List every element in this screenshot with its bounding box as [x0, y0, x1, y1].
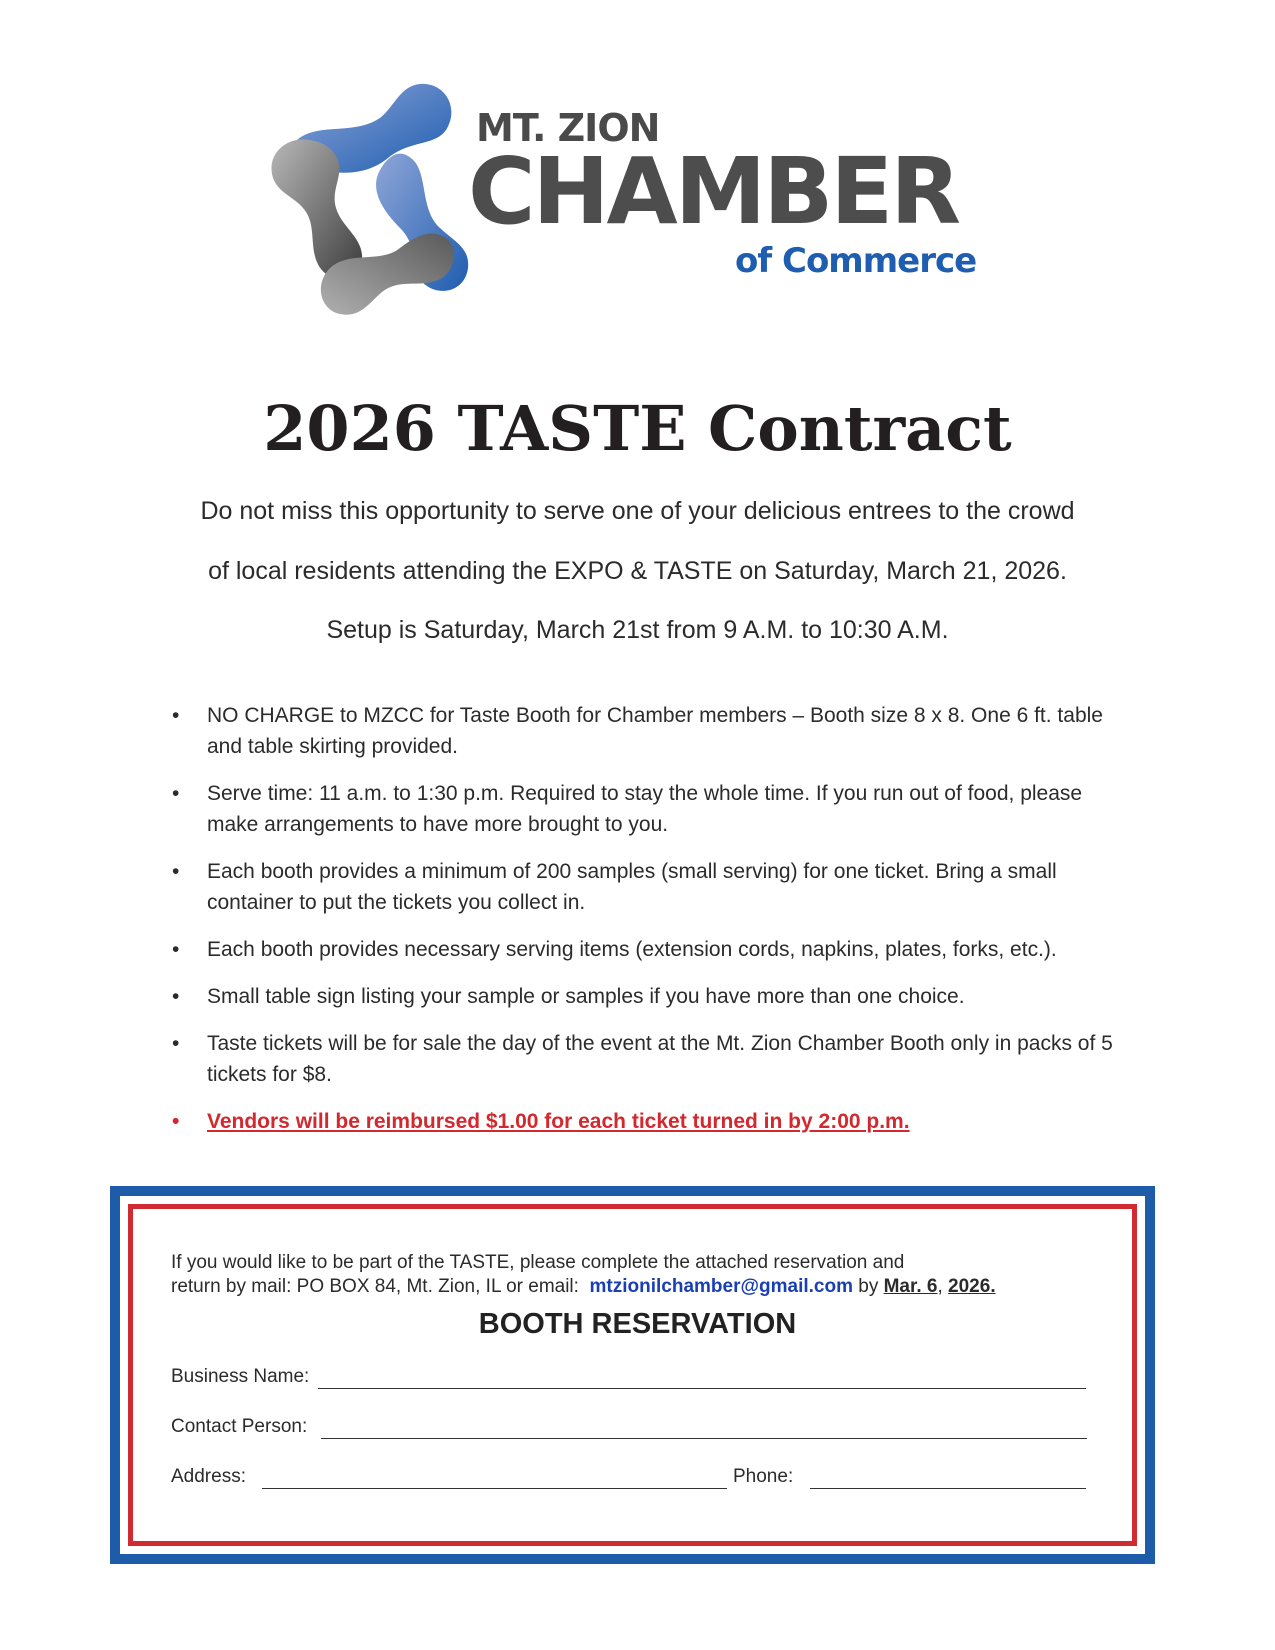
instructions-line-2: return by mail: PO BOX 84, Mt. Zion, IL or email: mtzionilchamber@gmail.com by Mar. 6, 2026.: [171, 1276, 996, 1297]
bullet-icon: •: [172, 704, 180, 727]
logo-chamber-text: CHAMBER: [468, 138, 959, 245]
list-item: [170, 700, 1130, 762]
intro-line-2: of local residents attending the EXPO & TASTE on Saturday, March 21, 2026.: [208, 557, 1067, 585]
chamber-logo: [270, 78, 1010, 318]
instructions-line-1: If you would like to be part of the TASTE, please complete the attached reservation and: [171, 1252, 905, 1273]
bullet-icon: •: [172, 938, 180, 961]
phone-label: Phone:: [733, 1466, 794, 1487]
list-item-text: Small table sign listing your sample or samples if you have more than one choice.: [207, 985, 965, 1008]
address-label: Address:: [171, 1466, 246, 1487]
list-item-text: NO CHARGE to MZCC for Taste Booth for Chamber members – Booth size 8 x 8. One 6 ft. table and table skirting provided.: [207, 704, 1103, 758]
contact-person-label: Contact Person:: [171, 1416, 308, 1437]
by-text: by: [858, 1276, 879, 1297]
phone-field[interactable]: [810, 1488, 1086, 1489]
list-item-text: Each booth provides necessary serving items (extension cords, napkins, plates, forks, etc.).: [207, 938, 1057, 961]
list-item-text: Each booth provides a minimum of 200 samples (small serving) for one ticket. Bring a small container to put the tickets you collect in.: [207, 860, 1057, 914]
list-item-text: Taste tickets will be for sale the day of the event at the Mt. Zion Chamber Booth only in packs of 5 tickets for $8.: [207, 1032, 1113, 1086]
list-item: [170, 856, 1130, 918]
bullet-icon: •: [172, 782, 180, 805]
reimbursement-notice: [170, 1106, 1130, 1137]
email-link[interactable]: mtzionilchamber@gmail.com: [589, 1276, 853, 1297]
list-item: [170, 778, 1130, 840]
business-name-field[interactable]: [318, 1388, 1086, 1389]
contact-person-field[interactable]: [321, 1438, 1087, 1439]
mail-address-text: return by mail: PO BOX 84, Mt. Zion, IL or email:: [171, 1276, 579, 1297]
logo-mt-zion-text: MT. ZION: [476, 106, 660, 150]
list-item: [170, 934, 1130, 965]
intro-line-3: Setup is Saturday, March 21st from 9 A.M. to 10:30 A.M.: [326, 616, 949, 644]
chain-links-icon: [270, 78, 470, 318]
list-item-text: Vendors will be reimbursed $1.00 for each ticket turned in by 2:00 p.m.: [207, 1110, 910, 1133]
intro-line-1: Do not miss this opportunity to serve one of your delicious entrees to the crowd: [200, 497, 1075, 525]
deadline-year: 2026.: [948, 1276, 996, 1297]
deadline-date: Mar. 6: [883, 1276, 938, 1297]
bullet-icon: •: [172, 1032, 180, 1055]
booth-reservation-heading: BOOTH RESERVATION: [478, 1308, 797, 1340]
business-name-label: Business Name:: [171, 1366, 310, 1387]
bullet-icon: •: [172, 985, 180, 1008]
address-field[interactable]: [262, 1488, 727, 1489]
bullet-icon: •: [172, 1110, 180, 1133]
list-item: [170, 981, 1130, 1012]
bullet-icon: •: [172, 860, 180, 883]
requirements-list: [170, 700, 1130, 1153]
list-item: [170, 1028, 1130, 1090]
page-title: 2026 TASTE Contract: [263, 392, 1012, 465]
list-item-text: Serve time: 11 a.m. to 1:30 p.m. Required to stay the whole time. If you run out of food, please make arrangements to have more brought to you.: [207, 782, 1083, 836]
reservation-instructions: [171, 1251, 996, 1299]
logo-commerce-text: of Commerce: [735, 241, 977, 281]
